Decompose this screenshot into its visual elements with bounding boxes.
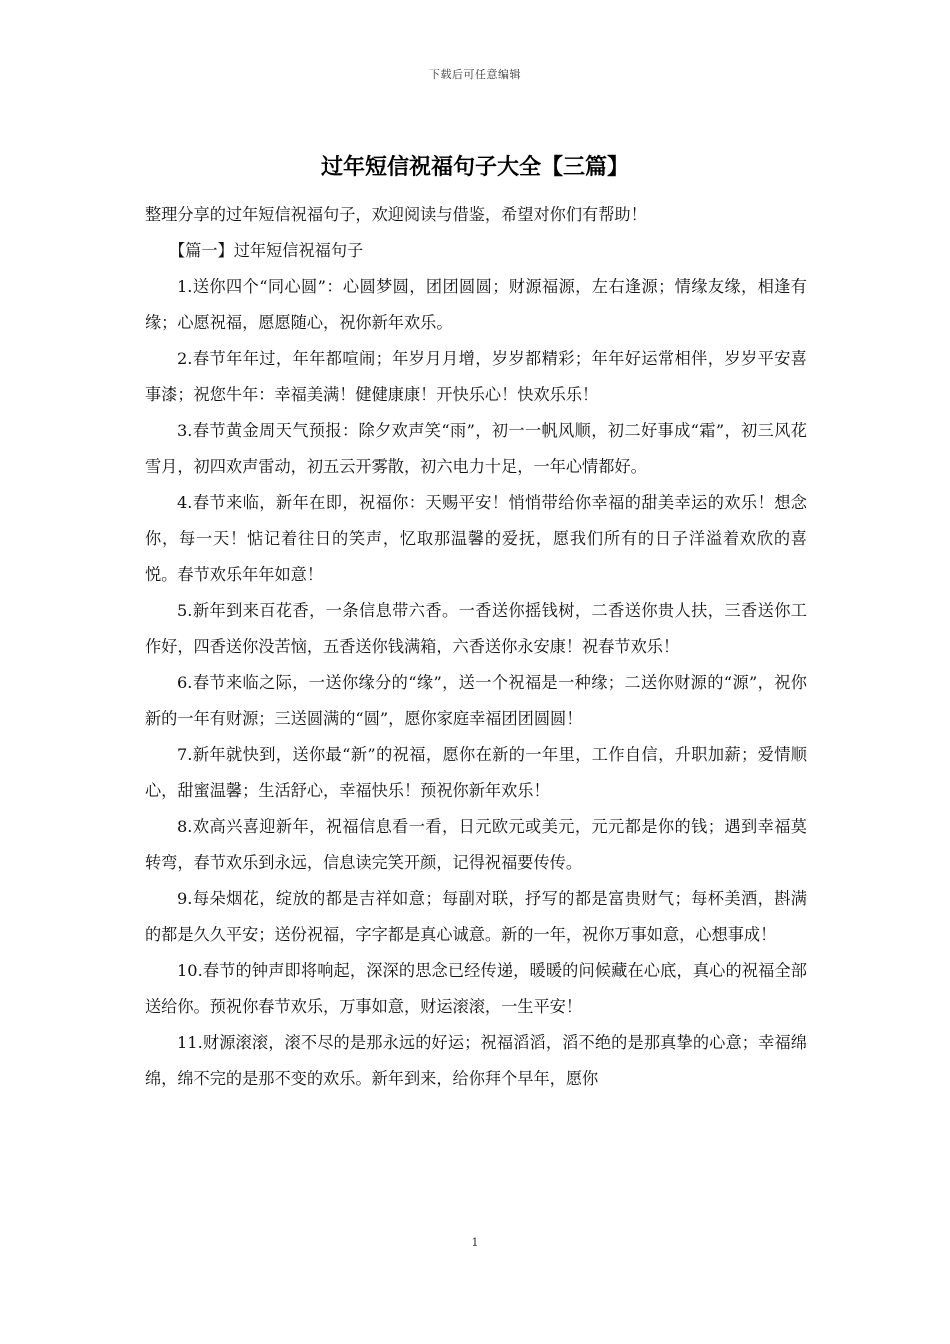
list-item: 9.每朵烟花，绽放的都是吉祥如意；每副对联，抒写的都是富贵财气；每杯美酒，斟满的都是久久平安；送份祝福，字字都是真心诚意。新的一年，祝你万事如意，心想事成！: [145, 889, 807, 944]
list-item: 8.欢高兴喜迎新年，祝福信息看一看，日元欧元或美元，元元都是你的钱；遇到幸福莫转弯，春节欢乐到永远，信息读完笑开颜，记得祝福要传传。: [145, 817, 807, 872]
document-title: 过年短信祝福句子大全【三篇】: [320, 155, 629, 180]
list-item: 2.春节年年过，年年都喧闹；年岁月月增，岁岁都精彩；年年好运常相伴，岁岁平安喜事漆；祝您牛年：幸福美满！健健康康！开快乐心！快欢乐乐！: [145, 349, 807, 404]
list-item: 6.春节来临之际，一送你缘分的“缘”，送一个祝福是一种缘；二送你财源的“源”，祝你新的一年有财源；三送圆满的“圆”，愿你家庭幸福团团圆圆！: [145, 673, 807, 728]
section-heading: 【篇一】过年短信祝福句子: [169, 241, 364, 260]
list-item: 1.送你四个“同心圆”：心圆梦圆，团团圆圆；财源福源，左右逢源；情缘友缘，相逢有缘；心愿祝福，愿愿随心，祝你新年欢乐。: [145, 277, 807, 332]
document-body: [145, 197, 807, 1097]
header-note: 下载后可任意编辑: [429, 68, 521, 81]
page-number: 1: [471, 1236, 479, 1249]
list-item: 7.新年就快到，送你最“新”的祝福，愿你在新的一年里，工作自信，升职加薪；爱情顺心，甜蜜温馨；生活舒心，幸福快乐！预祝你新年欢乐！: [145, 745, 807, 800]
list-item: 4.春节来临，新年在即，祝福你：天赐平安！悄悄带给你幸福的甜美幸运的欢乐！想念你，每一天！惦记着往日的笑声，忆取那温馨的爱抚，愿我们所有的日子洋溢着欢欣的喜悦。春节欢乐年年如意！: [145, 493, 807, 584]
intro-paragraph: 整理分享的过年短信祝福句子，欢迎阅读与借鉴，希望对你们有帮助！: [145, 205, 647, 224]
list-item: 10.春节的钟声即将响起，深深的思念已经传递，暖暖的问候藏在心底，真心的祝福全部送给你。预祝你春节欢乐，万事如意，财运滚滚，一生平安！: [145, 961, 807, 1016]
list-item: 5.新年到来百花香，一条信息带六香。一香送你摇钱树，二香送你贵人扶，三香送你工作好，四香送你没苦恼，五香送你钱满箱，六香送你永安康！祝春节欢乐！: [145, 601, 807, 656]
list-item: 3.春节黄金周天气预报：除夕欢声笑“雨”，初一一帆风顺，初二好事成“霜”，初三风花雪月，初四欢声雷动，初五云开雾散，初六电力十足，一年心情都好。: [145, 421, 807, 476]
list-item: 11.财源滚滚，滚不尽的是那永远的好运；祝福滔滔，滔不绝的是那真挚的心意；幸福绵绵，绵不完的是那不变的欢乐。新年到来，给你拜个早年，愿你: [145, 1033, 807, 1088]
